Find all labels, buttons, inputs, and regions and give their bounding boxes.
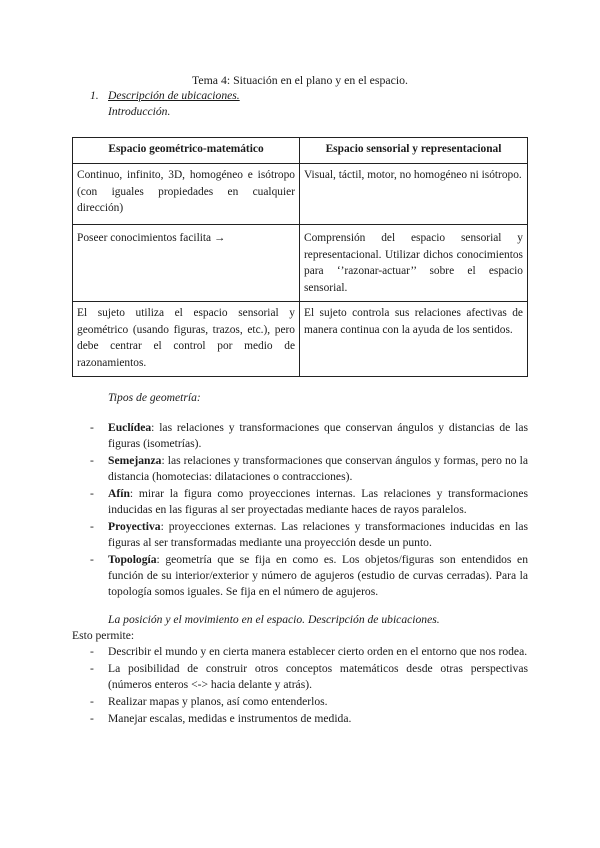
bullet-dash: - <box>90 487 94 500</box>
list-item-text: Describir el mundo y en cierta manera establecer cierto orden en el entorno que nos rodea. <box>108 645 528 658</box>
bullet-dash: - <box>90 695 94 708</box>
table-header-sensorial: Espacio sensorial y representacional <box>300 138 528 164</box>
table-cell: Comprensión del espacio sensorial y representacional. Utilizar dichos conocimientos para ‘’razonar-actuar’’ sobre el espacio sensorial. <box>300 225 528 302</box>
table-cell: Poseer conocimientos facilita → <box>73 225 300 302</box>
table-row <box>73 225 528 302</box>
geometry-types-heading: Tipos de geometría: <box>108 391 201 404</box>
table-header-geometric: Espacio geométrico-matemático <box>73 138 300 164</box>
list-item <box>86 694 528 710</box>
table-cell: Continuo, infinito, 3D, homogéneo e isótropo (con iguales propiedades en cualquier dirección) <box>73 164 300 225</box>
position-lead: Esto permite: <box>72 629 135 642</box>
bullet-dash: - <box>90 712 94 725</box>
list-item-text: Realizar mapas y planos, así como entenderlos. <box>108 695 328 708</box>
list-item <box>86 711 528 727</box>
section-number: 1. <box>90 89 99 102</box>
document-title: Tema 4: Situación en el plano y en el espacio. <box>191 73 409 87</box>
list-item <box>86 519 528 551</box>
term: Proyectiva <box>108 520 161 533</box>
bullet-dash: - <box>90 454 94 467</box>
term: Topología <box>108 553 157 566</box>
comparison-table <box>72 137 528 377</box>
table-cell: El sujeto utiliza el espacio sensorial y geométrico (usando figuras, trazos, etc.), pero debe centrar el control por medio de razonamientos. <box>73 302 300 377</box>
table-row <box>73 302 528 377</box>
definition: : geometría que se fija en como es. Los objetos/figuras son entendidos en función de su interior/exterior y número de agujeros (estudio de curvas cerradas). Para la topología somos iguales. Se fija en el número de agujeros. <box>108 553 528 598</box>
bullet-dash: - <box>90 662 94 675</box>
table-header-row <box>73 138 528 164</box>
intro-label: Introducción. <box>108 105 171 118</box>
list-item <box>86 420 528 452</box>
term: Afín <box>108 487 130 500</box>
table-cell: Visual, táctil, motor, no homogéneo ni isótropo. <box>300 164 528 225</box>
position-section-heading: La posición y el movimiento en el espacio. Descripción de ubicaciones. <box>108 613 440 626</box>
term: Euclídea <box>108 421 152 434</box>
list-item <box>86 644 528 660</box>
geometry-types-list <box>86 420 528 601</box>
list-item <box>86 661 528 693</box>
definition: : las relaciones y transformaciones que conservan ángulos y formas, pero no la distancia (homotecias: dilataciones o contracciones). <box>108 454 528 483</box>
bullet-dash: - <box>90 520 94 533</box>
bullet-dash: - <box>90 553 94 566</box>
definition: : las relaciones y transformaciones que conservan ángulos y distancias de las figuras (isometrías). <box>108 421 528 450</box>
list-item-text: La posibilidad de construir otros conceptos matemáticos desde otras perspectivas (números enteros <-> hacia delante y atrás). <box>108 662 528 691</box>
table-cell: El sujeto controla sus relaciones afectivas de manera continua con la ayuda de los sentidos. <box>300 302 528 377</box>
bullet-dash: - <box>90 645 94 658</box>
position-list <box>86 644 528 728</box>
list-item <box>86 552 528 600</box>
term: Semejanza <box>108 454 162 467</box>
section-heading: Descripción de ubicaciones. <box>108 89 240 102</box>
list-item <box>86 453 528 485</box>
list-item-text: Manejar escalas, medidas e instrumentos de medida. <box>108 712 352 725</box>
bullet-dash: - <box>90 421 94 434</box>
definition: : proyecciones externas. Las relaciones y transformaciones inducidas en las figuras al ser transformadas mediante una proyección desde un punto. <box>108 520 528 549</box>
table-row <box>73 164 528 225</box>
definition: : mirar la figura como proyecciones internas. Las relaciones y transformaciones inducidas en las figuras al ser proyectadas mediante haces de rayos paralelos. <box>108 487 528 516</box>
list-item <box>86 486 528 518</box>
